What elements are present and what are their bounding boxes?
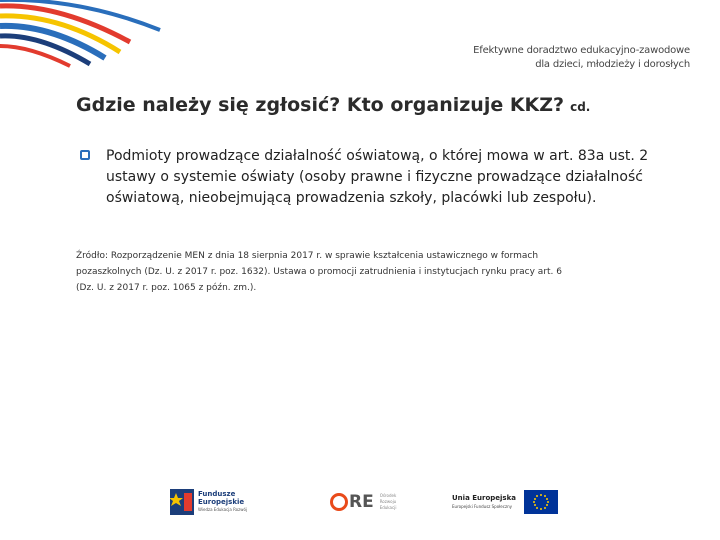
ore-small-line2: Rozwoju	[379, 499, 397, 504]
slide-title-suffix: cd.	[570, 100, 591, 114]
fe-star-icon	[170, 489, 194, 515]
bullet-item	[80, 146, 690, 209]
bullet-text: Podmioty prowadzące działalność oświatową, o której mowa w art. 83a ust. 2 ustawy o systemie oświaty (osoby prawne i fizyczne prowadzące działalność oświatową, nieobejmującą prowadzenia szkoły, placówki lub zespołu).	[106, 148, 649, 206]
ore-ring-icon	[330, 493, 348, 511]
fe-line2: Europejskie	[198, 498, 245, 506]
checkbox-bullet-icon	[80, 150, 98, 209]
ore-small-line3: Edukacji	[379, 505, 397, 510]
unia-europejska-logo	[452, 488, 558, 516]
ore-letters: RE	[349, 492, 374, 512]
project-name-line1: Efektywne doradztwo edukacyjno-zawodowe	[473, 45, 690, 56]
ue-line1: Unia Europejska	[452, 494, 516, 502]
project-name	[473, 44, 690, 72]
ore-small-line1: Ośrodek	[379, 493, 397, 498]
source-note: Źródło: Rozporządzenie MEN z dnia 18 sierpnia 2017 r. w sprawie kształcenia ustawicznego w formach pozaszkolnych (Dz. U. z 2017 r. poz. 1632). Ustawa o promocji zatrudnienia i instytucjach rynku pracy art. 6 (Dz. U. z 2017 r. poz. 1065 z późn. zm.).	[76, 251, 562, 293]
ue-line2: Europejski Fundusz Społeczny	[452, 504, 512, 509]
fundusze-europejskie-logo	[170, 488, 247, 516]
fe-line3: Wiedza Edukacja Rozwój	[198, 507, 248, 512]
project-name-line2: dla dzieci, młodzieży i dorosłych	[535, 59, 690, 70]
eu-flag-icon	[524, 490, 558, 514]
decorative-stripes	[0, 0, 200, 80]
fe-line1: Fundusze	[198, 490, 236, 498]
slide-title	[76, 94, 696, 116]
footer-logos	[0, 480, 720, 520]
ore-logo	[330, 488, 396, 516]
slide-title-text: Gdzie należy się zgłosić? Kto organizuje KKZ?	[76, 94, 565, 116]
